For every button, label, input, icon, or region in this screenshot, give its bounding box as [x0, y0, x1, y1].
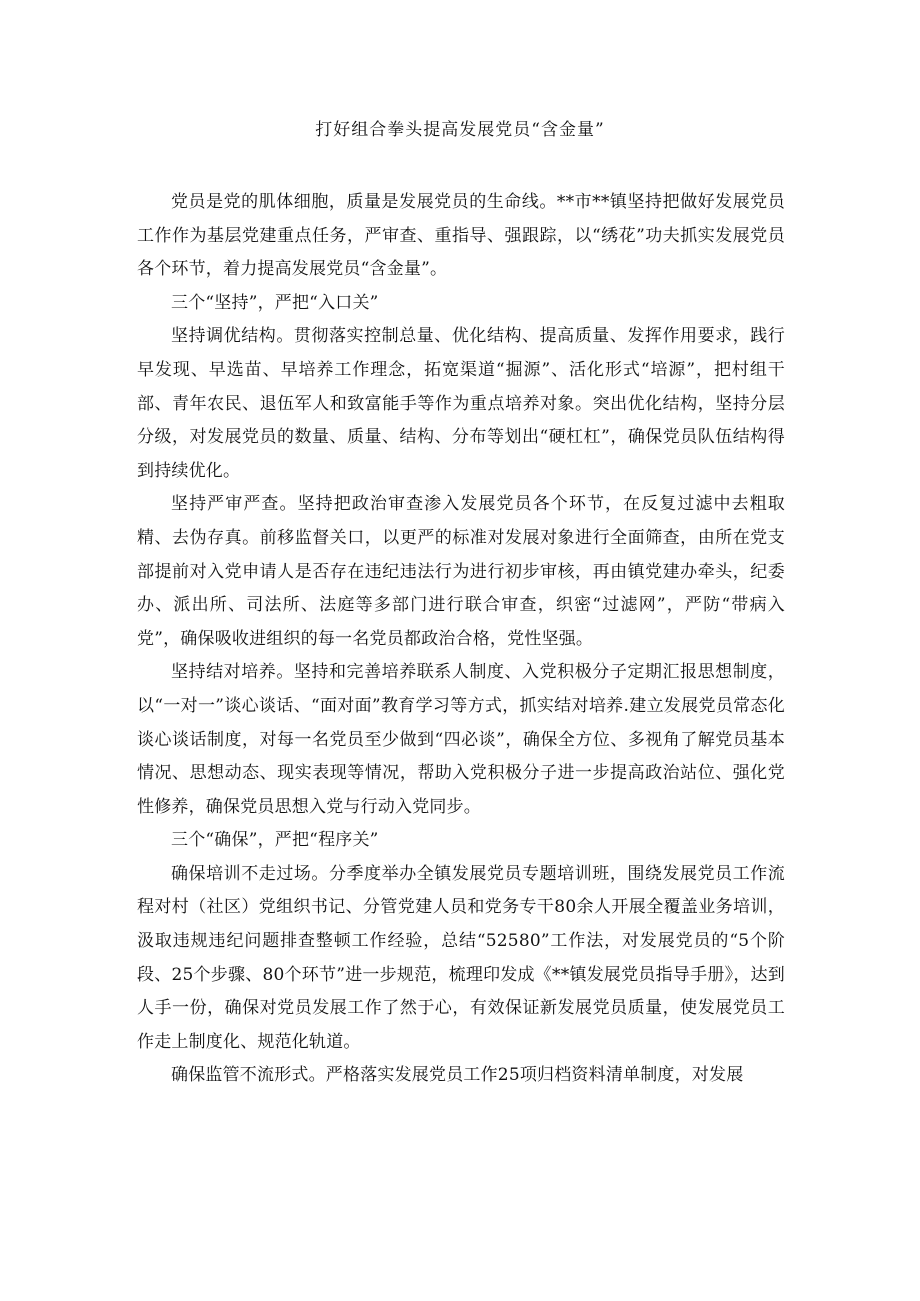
- intro-paragraph: 党员是党的肌体细胞，质量是发展党员的生命线。**市**镇坚持把做好发展党员工作作为基层党建重点任务，严审查、重指导、强跟踪，以“绣花”功夫抓实发展党员各个环节，着力提高发展党员“含金量”。: [137, 192, 785, 280]
- section-heading-procedure: 三个“确保”，严把“程序关”: [171, 830, 379, 851]
- paragraph-supervision: 确保监管不流形式。严格落实发展党员工作25项归档资料清单制度，对发展: [171, 1065, 744, 1086]
- section-heading-entry: 三个“坚持”，严把“入口关”: [171, 292, 379, 313]
- paragraph-review: 坚持严审严查。坚持把政治审查渗入发展党员各个环节，在反复过滤中去粗取精、去伪存真。前移监督关口，以更严的标准对发展对象进行全面筛查，由所在党支部提前对入党申请人是否存在违纪违法行为进行初步审核，再由镇党建办牵头，纪委办、派出所、司法所、法庭等多部门进行联合审查，织密“过滤网”，严防“带病入党”，确保吸收进组织的每一名党员都政治合格，党性坚强。: [137, 494, 785, 649]
- paragraph-training-pairing: 坚持结对培养。坚持和完善培养联系人制度、入党积极分子定期汇报思想制度，以“一对一”谈心谈话、“面对面”教育学习等方式，抓实结对培养.建立发展党员常态化谈心谈话制度，对每一名党员至少做到“四必谈”，确保全方位、多视角了解党员基本情况、思想动态、现实表现等情况，帮助入党积极分子进一步提高政治站位、强化党性修养，确保党员思想入党与行动入党同步。: [137, 662, 785, 817]
- paragraph-structure: 坚持调优结构。贯彻落实控制总量、优化结构、提高质量、发挥作用要求，践行早发现、早选苗、早培养工作理念，拓宽渠道“掘源”、活化形式“培源”，把村组干部、青年农民、退伍军人和致富能手等作为重点培养对象。突出优化结构，坚持分层分级，对发展党员的数量、质量、结构、分布等划出“硬杠杠”，确保党员队伍结构得到持续优化。: [137, 326, 785, 481]
- document-body: [137, 186, 785, 1093]
- paragraph-training: 确保培训不走过场。分季度举办全镇发展党员专题培训班，围绕发展党员工作流程对村（社区）党组织书记、分管党建人员和党务专干80余人开展全覆盖业务培训，汲取违规违纪问题排查整顿工作经验，总结“52580”工作法，对发展党员的“5个阶段、25个步骤、80个环节”进一步规范，梳理印发成《**镇发展党员指导手册》，达到人手一份，确保对党员发展工作了然于心，有效保证新发展党员质量，使发展党员工作走上制度化、规范化轨道。: [137, 863, 785, 1052]
- document-title: 打好组合拳头提高发展党员“含金量”: [315, 120, 605, 140]
